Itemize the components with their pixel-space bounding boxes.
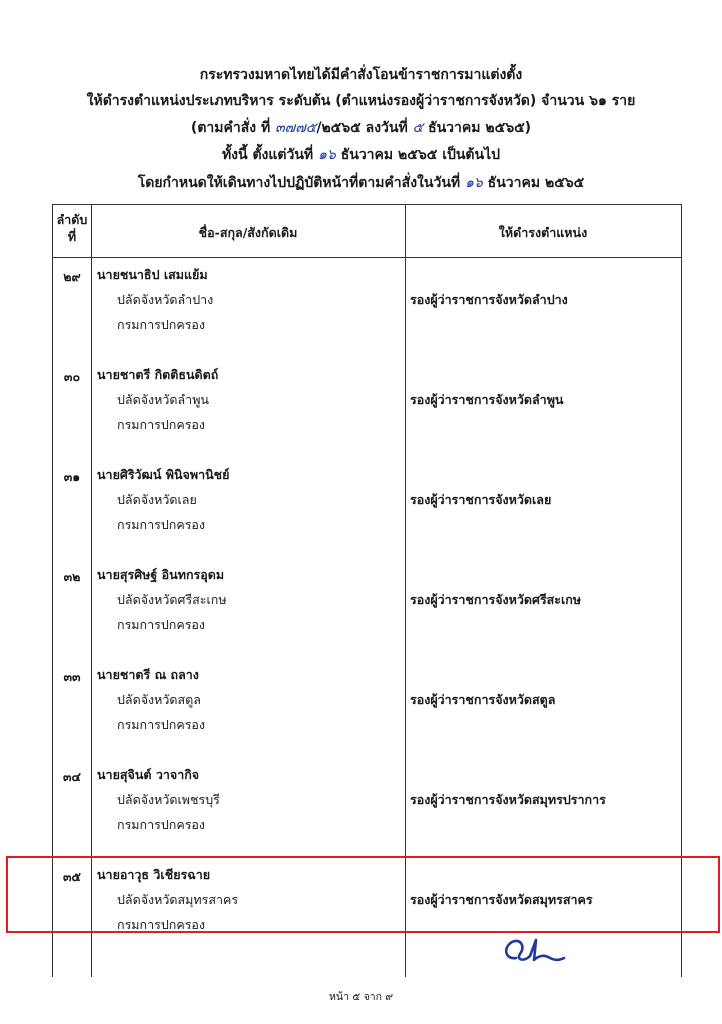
table-row: [53, 461, 681, 561]
row-number: ๓๐: [63, 369, 81, 384]
table-row: [53, 361, 681, 461]
table-row: [53, 661, 681, 761]
header-position: ให้ดำรงตำแหน่ง: [498, 225, 588, 240]
header-line-4: [0, 144, 722, 166]
effective-suffix: ธันวาคม ๒๕๖๕ เป็นต้นไป: [340, 147, 501, 163]
former-department: กรมการปกครอง: [117, 417, 206, 432]
table-header: [53, 205, 681, 258]
row-number: ๓๓: [63, 669, 81, 684]
highlight-box: [6, 856, 720, 933]
former-position: ปลัดจังหวัดสมุทรสาคร: [117, 892, 239, 907]
person-name: นายสุรศิษฐ์ อินทกรอุดม: [97, 567, 225, 582]
table-row: [53, 261, 681, 361]
person-name: นายอาวุธ วิเชียรฉาย: [97, 867, 211, 882]
new-position: รองผู้ว่าราชการจังหวัดสมุทรปราการ: [410, 792, 606, 807]
former-position: ปลัดจังหวัดเพชรบุรี: [117, 792, 220, 807]
person-name: นายชาตรี กิตติธนดิตถ์: [97, 367, 219, 382]
row-number: ๓๕: [62, 869, 81, 884]
former-department: กรมการปกครอง: [117, 717, 206, 732]
new-position: รองผู้ว่าราชการจังหวัดสมุทรสาคร: [410, 892, 593, 907]
header-name: ชื่อ-สกุล/สังกัดเดิม: [198, 225, 298, 240]
order-mid: /๒๕๖๕ ลงวันที่: [316, 120, 408, 136]
travel-suffix: ธันวาคม ๒๕๖๕: [487, 175, 585, 191]
former-department: กรมการปกครอง: [117, 917, 206, 932]
person-name: นายชาตรี ณ ถลาง: [97, 667, 199, 682]
new-position: รองผู้ว่าราชการจังหวัดสตูล: [410, 692, 556, 707]
effective-prefix: ทั้งนี้ ตั้งแต่วันที่: [221, 147, 314, 163]
former-position: ปลัดจังหวัดเลย: [117, 492, 197, 507]
new-position: รองผู้ว่าราชการจังหวัดเลย: [410, 492, 552, 507]
order-number: ๓๗๗๕: [275, 120, 317, 136]
former-department: กรมการปกครอง: [117, 617, 206, 632]
former-position: ปลัดจังหวัดลำปาง: [117, 292, 214, 307]
order-day: ๕: [412, 120, 424, 136]
page-number: หน้า ๕ จาก ๙: [328, 991, 394, 1003]
former-department: กรมการปกครอง: [117, 817, 206, 832]
table-row: [53, 561, 681, 661]
signature: [498, 930, 568, 974]
former-department: กรมการปกครอง: [117, 517, 206, 532]
former-department: กรมการปกครอง: [117, 317, 206, 332]
effective-day: ๑๖: [318, 147, 336, 163]
person-name: นายสุจินต์ วาจากิจ: [97, 767, 200, 782]
former-position: ปลัดจังหวัดสตูล: [117, 692, 201, 707]
person-name: นายศิริวัฒน์ พินิจพานิชย์: [97, 467, 230, 482]
header-no-line2: ที่: [67, 229, 77, 244]
former-position: ปลัดจังหวัดลำพูน: [117, 392, 209, 407]
header-no: [53, 211, 91, 245]
row-number: ๒๙: [63, 269, 81, 284]
former-position: ปลัดจังหวัดศรีสะเกษ: [117, 592, 227, 607]
row-number: ๓๒: [63, 569, 81, 584]
new-position: รองผู้ว่าราชการจังหวัดลำพูน: [410, 392, 564, 407]
travel-prefix: โดยกำหนดให้เดินทางไปปฏิบัติหน้าที่ตามคำสั่งในวันที่: [137, 175, 461, 191]
header-no-line1: ลำดับ: [56, 212, 88, 227]
order-prefix: (ตามคำสั่ง ที่: [190, 120, 271, 136]
order-suffix: ธันวาคม ๒๕๖๕): [428, 120, 532, 136]
travel-day: ๑๖: [465, 175, 483, 191]
header-line-5: [0, 172, 722, 194]
new-position: รองผู้ว่าราชการจังหวัดลำปาง: [410, 292, 568, 307]
table-row: [53, 761, 681, 861]
header-line-2: ให้ดำรงตำแหน่งประเภทบริหาร ระดับต้น (ตำแหน่งรองผู้ว่าราชการจังหวัด) จำนวน ๖๑ ราย: [86, 93, 636, 109]
person-name: นายชนาธิป เสมแย้ม: [97, 267, 208, 282]
row-number: ๓๔: [62, 769, 81, 784]
new-position: รองผู้ว่าราชการจังหวัดศรีสะเกษ: [410, 592, 582, 607]
row-number: ๓๑: [63, 469, 81, 484]
header-line-1: กระทรวงมหาดไทยได้มีคำสั่งโอนข้าราชการมาแต่งตั้ง: [199, 67, 523, 83]
header-line-3: [0, 117, 722, 139]
